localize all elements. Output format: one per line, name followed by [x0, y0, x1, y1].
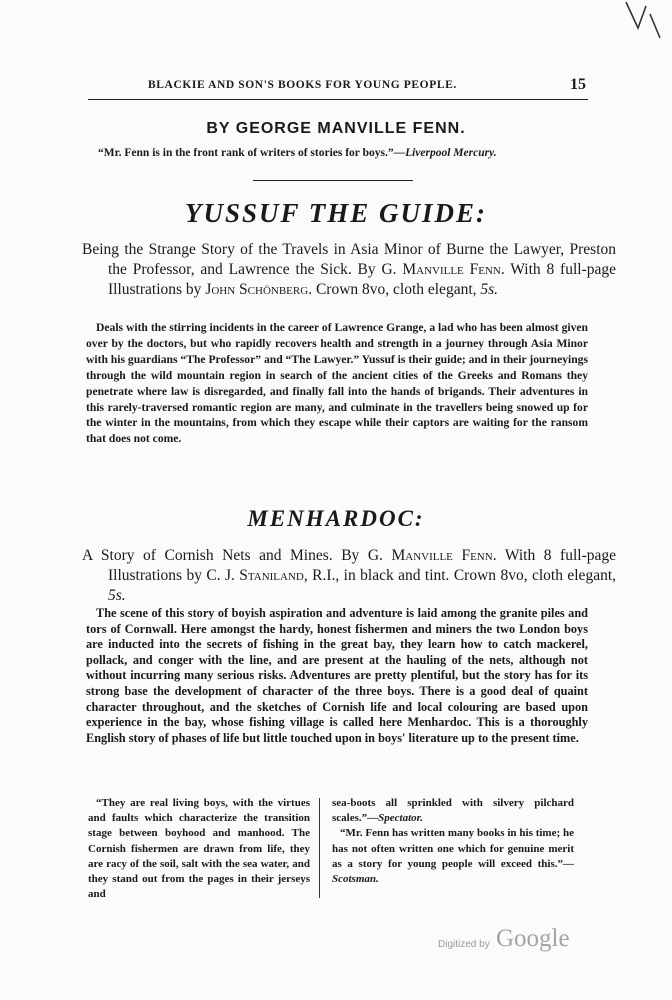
google-logo: Google — [496, 925, 570, 952]
watermark-prefix: Digitized by — [438, 939, 490, 950]
review-column-left — [88, 796, 310, 902]
author-quote-text: “Mr. Fenn is in the front rank of writers of stories for boys.”— — [98, 147, 406, 159]
review-spectator-start: “They are real living boys, with the virtues and faults which characterize the transition stage between boyhood and manhood. The Cornish fishermen are drawn from life, they are racy of the soil, salt with the sea water, and they stand out from the pages in their jerseys and — [88, 797, 310, 901]
review-text: “Mr. Fenn has written many books in his time; he has not often written one which for genuine merit as a story for young people will exceed this.”— — [332, 827, 574, 870]
header-title: BLACKIE AND SON'S BOOKS FOR YOUNG PEOPLE. — [148, 79, 457, 91]
subtitle-price: 5s. — [108, 587, 126, 604]
press-reviews — [88, 796, 588, 908]
review-text: sea-boots all sprinkled with silvery pilchard scales.”— — [332, 797, 574, 825]
subtitle-author: Manville Fenn — [391, 547, 493, 564]
book-description-menhardoc: The scene of this story of boyish aspiration and adventure is laid among the granite piles and tors of Cornwall. Here amongst the hardy, honest fishermen and miners the two London boys are inducted into the secrets of fishing in the great bay, they learn how to catch mackerel, pollack, and conger with the line, and are present at the hauling of the nets, although not without incurring many serious risks. Adventures are pretty plentiful, but the story has for its strong base the development of character of the three boys. There is a good deal of quaint character throughout, and the sketches of Cornish life and local colouring are based upon experience in the bay, whose fishing village is called here Menhardoc. This is a thoroughly English story of phases of life but little touched upon in boys' literature up to the present time. — [86, 606, 588, 745]
subtitle-text: , R.I., in black and tint. Crown 8vo, cloth elegant, — [303, 567, 616, 584]
review-spectator-end — [332, 796, 574, 826]
subtitle-price: 5s. — [480, 281, 499, 298]
subtitle-text: . With 8 full-page Illustrations by C. J. — [108, 547, 617, 584]
review-source: Scotsman. — [332, 873, 379, 886]
subtitle-text: Being the Strange Story of the Travels in Asia Minor of Burne the Lawyer, Preston the Professor, and Lawrence the Sick. By G. — [82, 241, 616, 278]
author-heading: BY GEORGE MANVILLE FENN. — [206, 120, 466, 137]
subtitle-text: . Crown 8vo, cloth elegant, — [308, 281, 481, 298]
page-number: 15 — [570, 76, 586, 93]
book-subtitle-menhardoc — [82, 546, 616, 606]
book-subtitle-yussuf — [82, 240, 616, 300]
subtitle-text: A Story of Cornish Nets and Mines. By G. — [82, 547, 392, 564]
subtitle-illustrator: John Schönberg — [205, 281, 309, 298]
author-quote-source: Liverpool Mercury. — [405, 147, 497, 159]
running-header — [88, 77, 588, 100]
pencil-mark-icon — [616, 0, 666, 40]
book-description-yussuf: Deals with the stirring incidents in the career of Lawrence Grange, a lad who has been almost given over by the doctors, but who rapidly recovers health and strength in a journey through Asia Minor with his guardians “The Professor” and “The Lawyer.” Yussuf is their guide; and in their journeyings through the wild mountain region in search of the ancient cities of the Greeks and Romans they penetrate where law is disregarded, and finally fall into the hands of brigands. Their adventures in this rarely-traversed romantic region are many, and culminate in the travellers being snowed up for the winter in the mountains, from which they escape while their captors are waiting for the ransom that does not come. — [86, 321, 588, 446]
review-column-right — [332, 796, 574, 887]
review-scotsman — [332, 826, 574, 887]
subtitle-author: Manville Fenn — [402, 261, 501, 278]
subtitle-illustrator: Staniland — [239, 567, 304, 584]
book-title-yussuf: YUSSUF THE GUIDE: — [184, 198, 488, 228]
subtitle-text: . With 8 full-page Illustrations by — [108, 261, 616, 298]
book-title-menhardoc: MENHARDOC: — [247, 506, 425, 531]
column-divider — [319, 798, 320, 898]
author-quote — [88, 146, 586, 161]
divider-rule — [253, 180, 413, 181]
review-source: Spectator. — [378, 812, 424, 825]
